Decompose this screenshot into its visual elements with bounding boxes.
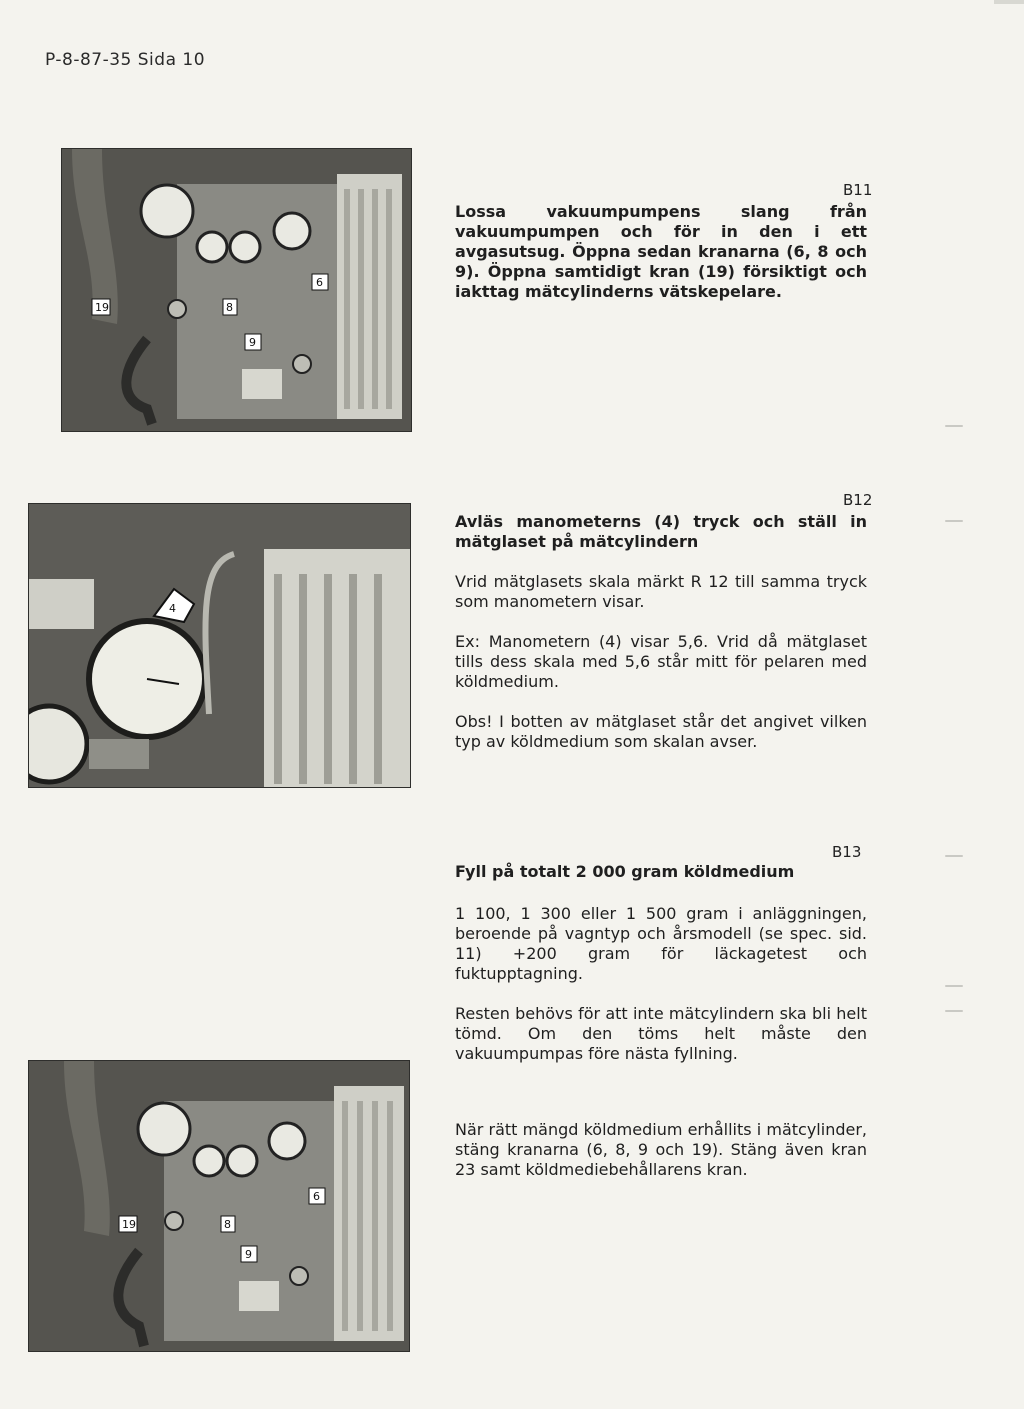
photo-label: 8 — [226, 301, 233, 314]
b12-heading: Avläs manometerns (4) tryck och ställ in mätglaset på mätcylindern — [455, 512, 867, 551]
b12-paragraph-3: Obs! I botten av mätglaset står det angivet vilken typ av köldmedium som skalan avser. — [455, 712, 867, 751]
photo-label: 4 — [169, 602, 176, 615]
section-code-b12: B12 — [843, 491, 873, 509]
page-edge-mark — [994, 0, 1024, 4]
photo-label: 19 — [95, 301, 109, 314]
b12-paragraph-2: Ex: Manometern (4) visar 5,6. Vrid då mätglaset tills dess skala med 5,6 står mitt för pelaren med köldmedium. — [455, 632, 867, 691]
photo-label: 9 — [245, 1248, 252, 1261]
margin-mark — [945, 520, 963, 522]
margin-mark — [945, 425, 963, 427]
margin-mark — [945, 855, 963, 857]
page-header: P-8-87-35 Sida 10 — [45, 50, 206, 70]
photo-label: 19 — [122, 1218, 136, 1231]
section-code-b13: B13 — [832, 843, 862, 861]
photo-manometer-middle — [28, 503, 411, 788]
section-code-b11: B11 — [843, 181, 873, 199]
margin-mark — [945, 985, 963, 987]
section-text-b13 — [455, 862, 867, 1064]
section-text-b12 — [455, 512, 867, 752]
section-text-b11 — [455, 202, 867, 302]
photo-label: 6 — [313, 1190, 320, 1203]
b13-paragraph-3: När rätt mängd köldmedium erhållits i mätcylinder, stäng kranarna (6, 8, 9 och 19). Stäng även kran 23 samt köldmediebehållarens kran. — [455, 1120, 867, 1179]
photo-station-top — [61, 148, 412, 432]
b13-paragraph-1: 1 100, 1 300 eller 1 500 gram i anläggningen, beroende på vagntyp och årsmodell (se spec. sid. 11) +200 gram för läckagetest och fuktupptagning. — [455, 904, 867, 983]
b12-paragraph-1: Vrid mätglasets skala märkt R 12 till samma tryck som manometern visar. — [455, 572, 867, 611]
b13-paragraph-2: Resten behövs för att inte mätcylindern ska bli helt tömd. Om den töms helt måste den vakuumpumpas före nästa fyllning. — [455, 1004, 867, 1063]
photo-label: 6 — [316, 276, 323, 289]
margin-mark — [945, 1010, 963, 1012]
photo-label: 8 — [224, 1218, 231, 1231]
b11-paragraph: Lossa vakuumpumpens slang från vakuumpumpen och för in den i ett avgasutsug. Öppna sedan kranarna (6, 8 och 9). Öppna samtidigt kran (19) försiktigt och iakttag mätcylinderns vätskepelare. — [455, 202, 867, 301]
b13-heading: Fyll på totalt 2 000 gram köldmedium — [455, 862, 795, 881]
photo-label: 9 — [249, 336, 256, 349]
section-text-b13-closing — [455, 1120, 867, 1180]
photo-station-bottom — [28, 1060, 410, 1352]
